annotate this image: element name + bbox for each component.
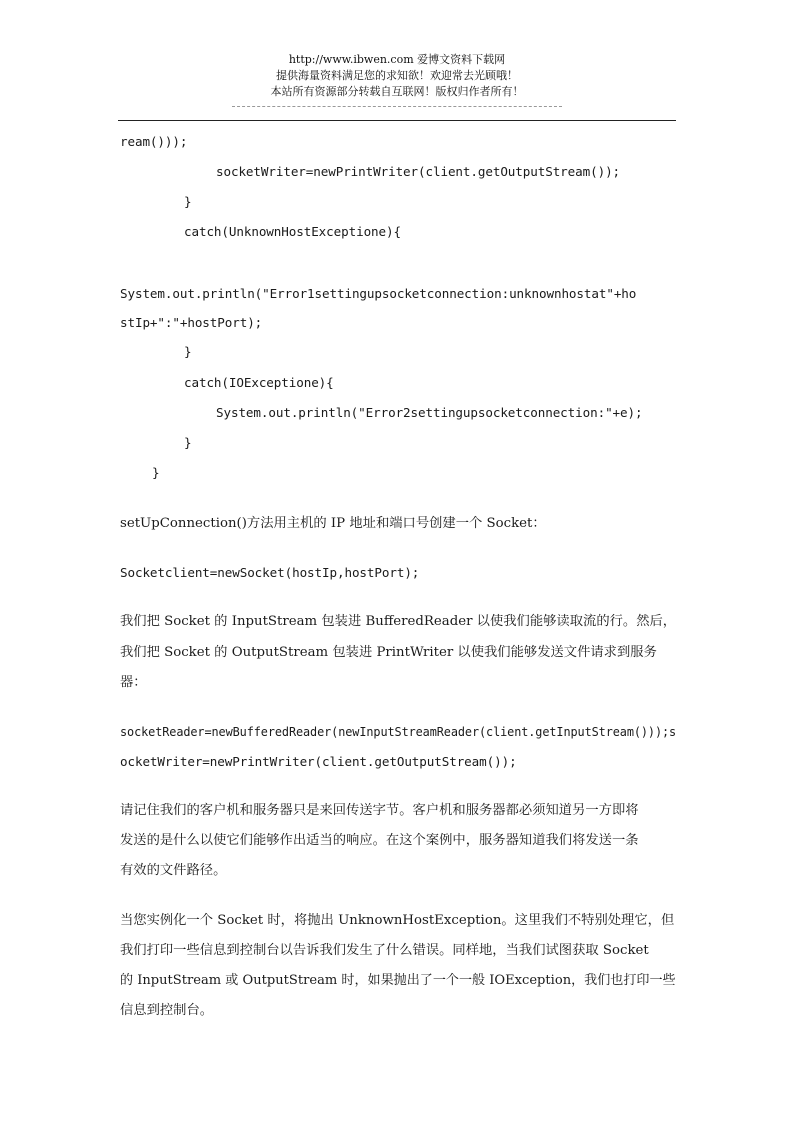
code-line: ream()));: [120, 134, 188, 149]
paragraph-line: 我们打印一些信息到控制台以告诉我们发生了什么错误。同样地，当我们试图获取 Socket: [120, 943, 649, 958]
code-line: System.out.println("Error2settingupsocketconnection:"+e);: [216, 405, 643, 420]
paragraph-line: 请记住我们的客户机和服务器只是来回传送字节。客户机和服务器都必须知道另一方即将: [120, 803, 639, 818]
code-line: catch(UnknownHostExceptione){: [184, 224, 401, 239]
page-header: [0, 52, 794, 107]
code-line: ocketWriter=newPrintWriter(client.getOutputStream());: [120, 754, 517, 769]
code-line: Socketclient=newSocket(hostIp,hostPort);: [120, 565, 420, 580]
header-copyright-notice: 本站所有资源部分转载自互联网！版权归作者所有！: [270, 85, 524, 98]
code-line: }: [184, 194, 192, 209]
paragraph-line: 发送的是什么以使它们能够作出适当的响应。在这个案例中，服务器知道我们将发送一条: [120, 833, 639, 848]
code-line: catch(IOExceptione){: [184, 375, 334, 390]
paragraph-line: 的 InputStream 或 OutputStream 时，如果抛出了一个一般 IOException，我们也打印一些: [120, 973, 676, 988]
paragraph-line: setUpConnection()方法用主机的 IP 地址和端口号创建一个 Socket：: [120, 516, 546, 531]
paragraph-line: 当您实例化一个 Socket 时，将抛出 UnknownHostException。这里我们不特别处理它，但: [120, 913, 675, 928]
code-line: socketWriter=newPrintWriter(client.getOutputStream());: [216, 164, 621, 179]
paragraph-line: 我们把 Socket 的 InputStream 包装进 BufferedReader 以使我们能够读取流的行。然后，: [120, 614, 677, 629]
paragraph-line: 有效的文件路径。: [120, 863, 227, 878]
header-rule: [118, 120, 676, 121]
code-line: }: [184, 344, 192, 359]
code-line: }: [184, 435, 192, 450]
header-dashed-divider: [232, 106, 562, 107]
code-line: socketReader=newBufferedReader(newInputStreamReader(client.getInputStream()));s: [120, 724, 677, 739]
paragraph-line: 器：: [120, 675, 147, 690]
paragraph-line: 我们把 Socket 的 OutputStream 包装进 PrintWriter 以使我们能够发送文件请求到服务: [120, 645, 657, 660]
paragraph-line: 信息到控制台。: [120, 1003, 214, 1018]
header-tagline: 提供海量资料满足您的求知欲！欢迎常去光顾哦！: [276, 69, 518, 82]
code-line: }: [152, 465, 160, 480]
header-url-line: http://www.ibwen.com 爱博文资料下载网: [288, 53, 506, 66]
code-line: System.out.println("Error1settingupsocketconnection:unknownhostat"+ho: [120, 286, 637, 301]
code-line: stIp+":"+hostPort);: [120, 315, 263, 330]
